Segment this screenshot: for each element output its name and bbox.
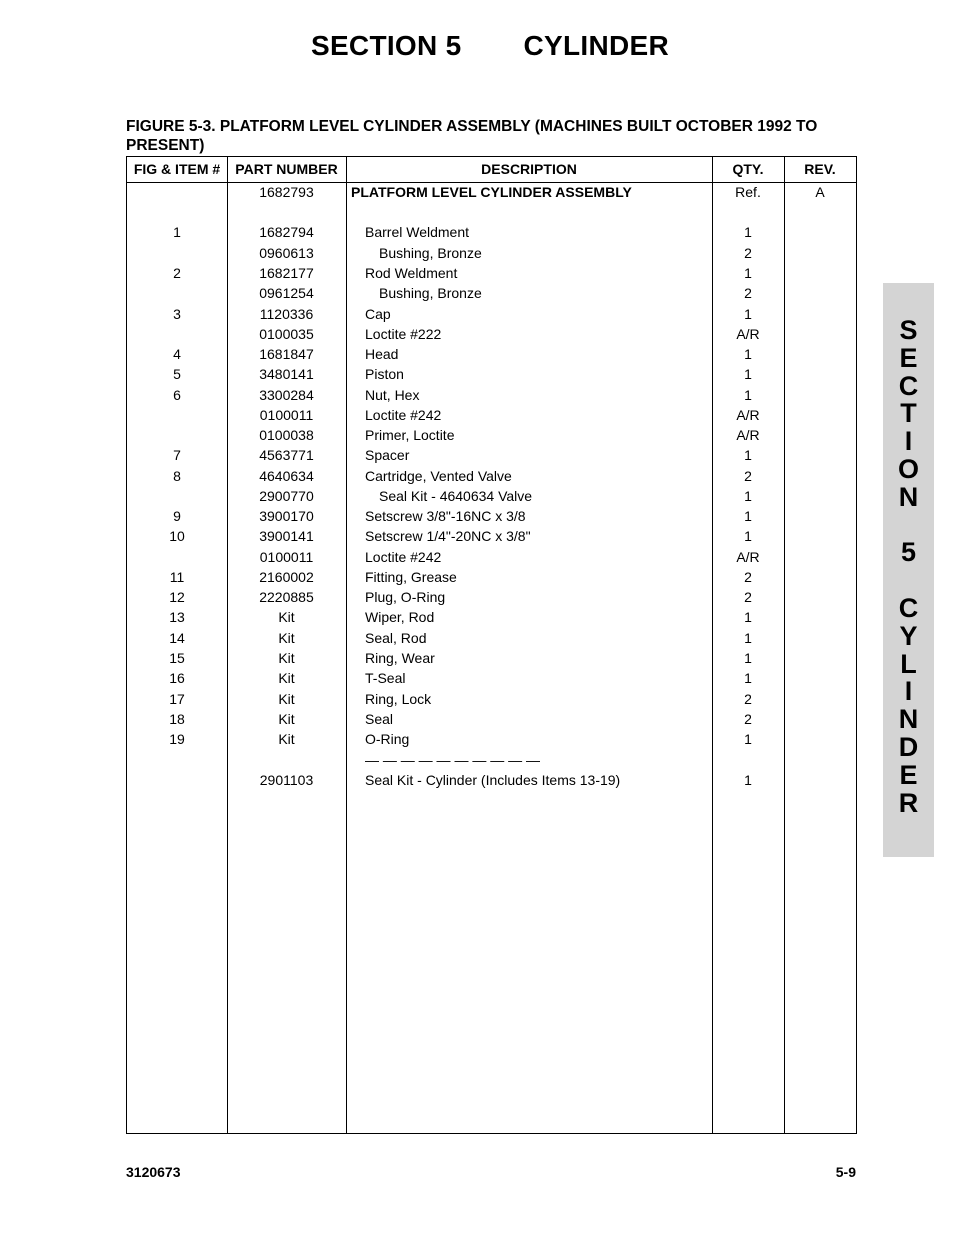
qty-cell: 1: [744, 488, 752, 504]
table-row: [127, 344, 856, 364]
side-tab-letter: I: [904, 426, 913, 457]
qty-cell: 1: [744, 528, 752, 544]
fig-item-cell: 9: [173, 508, 181, 524]
part-number-cell: 0960613: [259, 245, 314, 261]
part-number-cell: Kit: [278, 711, 295, 727]
table-row: [127, 445, 856, 465]
figure-caption: FIGURE 5-3. PLATFORM LEVEL CYLINDER ASSEMBLY (MACHINES BUILT OCTOBER 1992 TO PRESENT): [126, 118, 818, 154]
description-cell: Plug, O-Ring: [365, 589, 446, 605]
description-cell: PLATFORM LEVEL CYLINDER ASSEMBLY: [351, 184, 632, 200]
table-row: [127, 587, 856, 607]
side-tab-letter: E: [899, 342, 918, 373]
table-row: [127, 729, 856, 749]
fig-item-cell: 16: [169, 670, 185, 686]
table-row: [127, 405, 856, 425]
part-number-cell: Kit: [278, 630, 295, 646]
part-number-cell: 2901103: [259, 772, 314, 788]
fig-item-cell: 15: [169, 650, 185, 666]
table-row: [127, 567, 856, 587]
part-number-cell: 0100011: [259, 407, 314, 423]
part-number-cell: Kit: [278, 691, 295, 707]
table-row: [127, 283, 856, 303]
section-name: CYLINDER: [523, 30, 670, 61]
side-tab-letter: Y: [899, 620, 918, 651]
header-rev: REV.: [804, 161, 836, 177]
fig-item-cell: 1: [173, 224, 181, 240]
qty-cell: 1: [744, 731, 752, 747]
qty-cell: 1: [744, 306, 752, 322]
side-tab-letter: R: [898, 787, 919, 818]
side-tab-letter: C: [898, 592, 919, 623]
table-row: [127, 304, 856, 324]
side-tab-letter: N: [898, 481, 919, 512]
description-cell: O-Ring: [365, 731, 410, 747]
qty-cell: 2: [744, 569, 752, 585]
table-row: [127, 668, 856, 688]
part-number-cell: 0100011: [259, 549, 314, 565]
table-row: [127, 222, 856, 242]
qty-cell: A/R: [736, 326, 760, 342]
side-tab-letter: O: [897, 453, 919, 484]
part-number-cell: 3480141: [259, 366, 314, 382]
qty-cell: 1: [744, 609, 752, 625]
description-cell: Ring, Lock: [365, 691, 432, 707]
description-cell: Setscrew 3/8"-16NC x 3/8: [365, 508, 526, 524]
fig-item-cell: 10: [169, 528, 185, 544]
table-row: [127, 709, 856, 729]
description-cell: Bushing, Bronze: [379, 245, 482, 261]
qty-cell: 2: [744, 285, 752, 301]
part-number-cell: 1682177: [259, 265, 314, 281]
description-cell: Fitting, Grease: [365, 569, 457, 585]
section-number: SECTION 5: [310, 30, 462, 61]
table-row: [127, 425, 856, 445]
description-cell: Cartridge, Vented Valve: [365, 468, 512, 484]
description-cell: Seal: [365, 711, 394, 727]
part-number-cell: Kit: [278, 670, 295, 686]
part-number-cell: 1682793: [259, 184, 314, 200]
description-cell: Piston: [365, 366, 404, 382]
fig-item-cell: 11: [169, 569, 185, 585]
part-number-cell: Kit: [278, 731, 295, 747]
fig-item-cell: 12: [169, 589, 185, 605]
side-tab-letter: C: [898, 370, 919, 401]
part-number-cell: 4640634: [259, 468, 314, 484]
part-number-cell: Kit: [278, 609, 295, 625]
table-row: [127, 628, 856, 648]
qty-cell: 2: [744, 711, 752, 727]
table-row: [127, 506, 856, 526]
fig-item-cell: 18: [169, 711, 185, 727]
parts-table: [126, 156, 857, 1134]
header-part-number: PART NUMBER: [235, 161, 338, 177]
fig-item-cell: 6: [173, 387, 181, 403]
side-tab-letter: [883, 512, 934, 540]
part-number-cell: Kit: [278, 650, 295, 666]
qty-cell: 2: [744, 468, 752, 484]
table-row: [127, 243, 856, 263]
part-number-cell: 3900170: [259, 508, 314, 524]
part-number-cell: 1682794: [259, 224, 314, 240]
description-cell: Primer, Loctite: [365, 427, 455, 443]
table-row: [127, 750, 856, 770]
rev-cell: A: [815, 184, 825, 200]
description-cell: Seal Kit - 4640634 Valve: [379, 488, 533, 504]
qty-cell: A/R: [736, 549, 760, 565]
table-row: [127, 689, 856, 709]
table-row: [127, 263, 856, 283]
header-description: DESCRIPTION: [481, 161, 577, 177]
description-cell: Seal, Rod: [365, 630, 427, 646]
part-number-cell: 0100035: [259, 326, 314, 342]
part-number-cell: 2220885: [259, 589, 314, 605]
table-row: [127, 547, 856, 567]
side-tab-letter: I: [904, 676, 913, 707]
table-row: [127, 607, 856, 627]
qty-cell: 1: [744, 366, 752, 382]
fig-item-cell: 14: [169, 630, 185, 646]
description-cell: Loctite #242: [365, 549, 442, 565]
description-cell: Bushing, Bronze: [379, 285, 482, 301]
qty-cell: 1: [744, 508, 752, 524]
qty-cell: 2: [744, 245, 752, 261]
part-number-cell: 2160002: [259, 569, 314, 585]
description-cell: Setscrew 1/4"-20NC x 3/8": [365, 528, 531, 544]
description-cell: Loctite #222: [365, 326, 442, 342]
description-cell: T-Seal: [365, 670, 406, 686]
table-row: [127, 526, 856, 546]
description-cell: Seal Kit - Cylinder (Includes Items 13-19): [365, 772, 621, 788]
description-cell: Loctite #242: [365, 407, 442, 423]
fig-item-cell: 13: [169, 609, 185, 625]
qty-cell: 2: [744, 589, 752, 605]
side-tab-letter: S: [899, 315, 918, 345]
description-cell: Ring, Wear: [365, 650, 435, 666]
qty-cell: 1: [744, 670, 752, 686]
header-fig-item: FIG & ITEM #: [133, 161, 221, 177]
description-cell: Wiper, Rod: [365, 609, 435, 625]
side-tab-label: [883, 317, 934, 817]
side-tab-letter: [883, 567, 934, 595]
fig-item-cell: 2: [173, 265, 181, 281]
fig-item-cell: 8: [173, 468, 181, 484]
part-number-cell: 2900770: [259, 488, 314, 504]
fig-item-cell: 19: [169, 731, 185, 747]
qty-cell: A/R: [736, 407, 760, 423]
fig-item-cell: 7: [173, 447, 181, 463]
description-cell: Spacer: [365, 447, 410, 463]
qty-cell: 1: [744, 630, 752, 646]
qty-cell: 1: [744, 346, 752, 362]
description-cell: Rod Weldment: [365, 265, 458, 281]
side-tab-letter: D: [898, 731, 919, 762]
fig-item-cell: 4: [173, 346, 181, 362]
header-qty: QTY.: [732, 161, 764, 177]
part-number-cell: 3300284: [259, 387, 314, 403]
side-tab-letter: 5: [900, 537, 917, 568]
doc-number: 3120673: [126, 1164, 181, 1180]
description-cell: Barrel Weldment: [365, 224, 470, 240]
description-cell: — — — — — — — — — —: [365, 752, 541, 768]
description-cell: Nut, Hex: [365, 387, 420, 403]
qty-cell: 1: [744, 650, 752, 666]
part-number-cell: 1120336: [259, 306, 314, 322]
section-side-tab: [883, 283, 934, 857]
part-number-cell: 1681847: [259, 346, 314, 362]
side-tab-letter: L: [900, 648, 917, 679]
qty-cell: 1: [744, 224, 752, 240]
fig-item-cell: 5: [173, 366, 181, 382]
qty-cell: 1: [744, 387, 752, 403]
side-tab-letter: T: [900, 398, 917, 429]
side-tab-letter: N: [898, 704, 919, 735]
table-row: [127, 182, 856, 202]
table-row: [127, 486, 856, 506]
part-number-cell: 0961254: [259, 285, 314, 301]
table-row: [127, 770, 856, 790]
page-title: [0, 30, 954, 62]
description-cell: Head: [365, 346, 399, 362]
qty-cell: A/R: [736, 427, 760, 443]
part-number-cell: 4563771: [259, 447, 314, 463]
part-number-cell: 3900141: [259, 528, 314, 544]
qty-cell: 2: [744, 691, 752, 707]
part-number-cell: 0100038: [259, 427, 314, 443]
qty-cell: Ref.: [735, 184, 761, 200]
table-row: [127, 324, 856, 344]
qty-cell: 1: [744, 447, 752, 463]
table-row: [127, 385, 856, 405]
table-row: [127, 466, 856, 486]
qty-cell: 1: [744, 772, 752, 788]
description-cell: Cap: [365, 306, 391, 322]
fig-item-cell: 3: [173, 306, 181, 322]
fig-item-cell: 17: [169, 691, 185, 707]
qty-cell: 1: [744, 265, 752, 281]
side-tab-letter: E: [899, 759, 918, 790]
page-number: 5-9: [835, 1164, 856, 1180]
table-row: [127, 648, 856, 668]
table-row: [127, 364, 856, 384]
